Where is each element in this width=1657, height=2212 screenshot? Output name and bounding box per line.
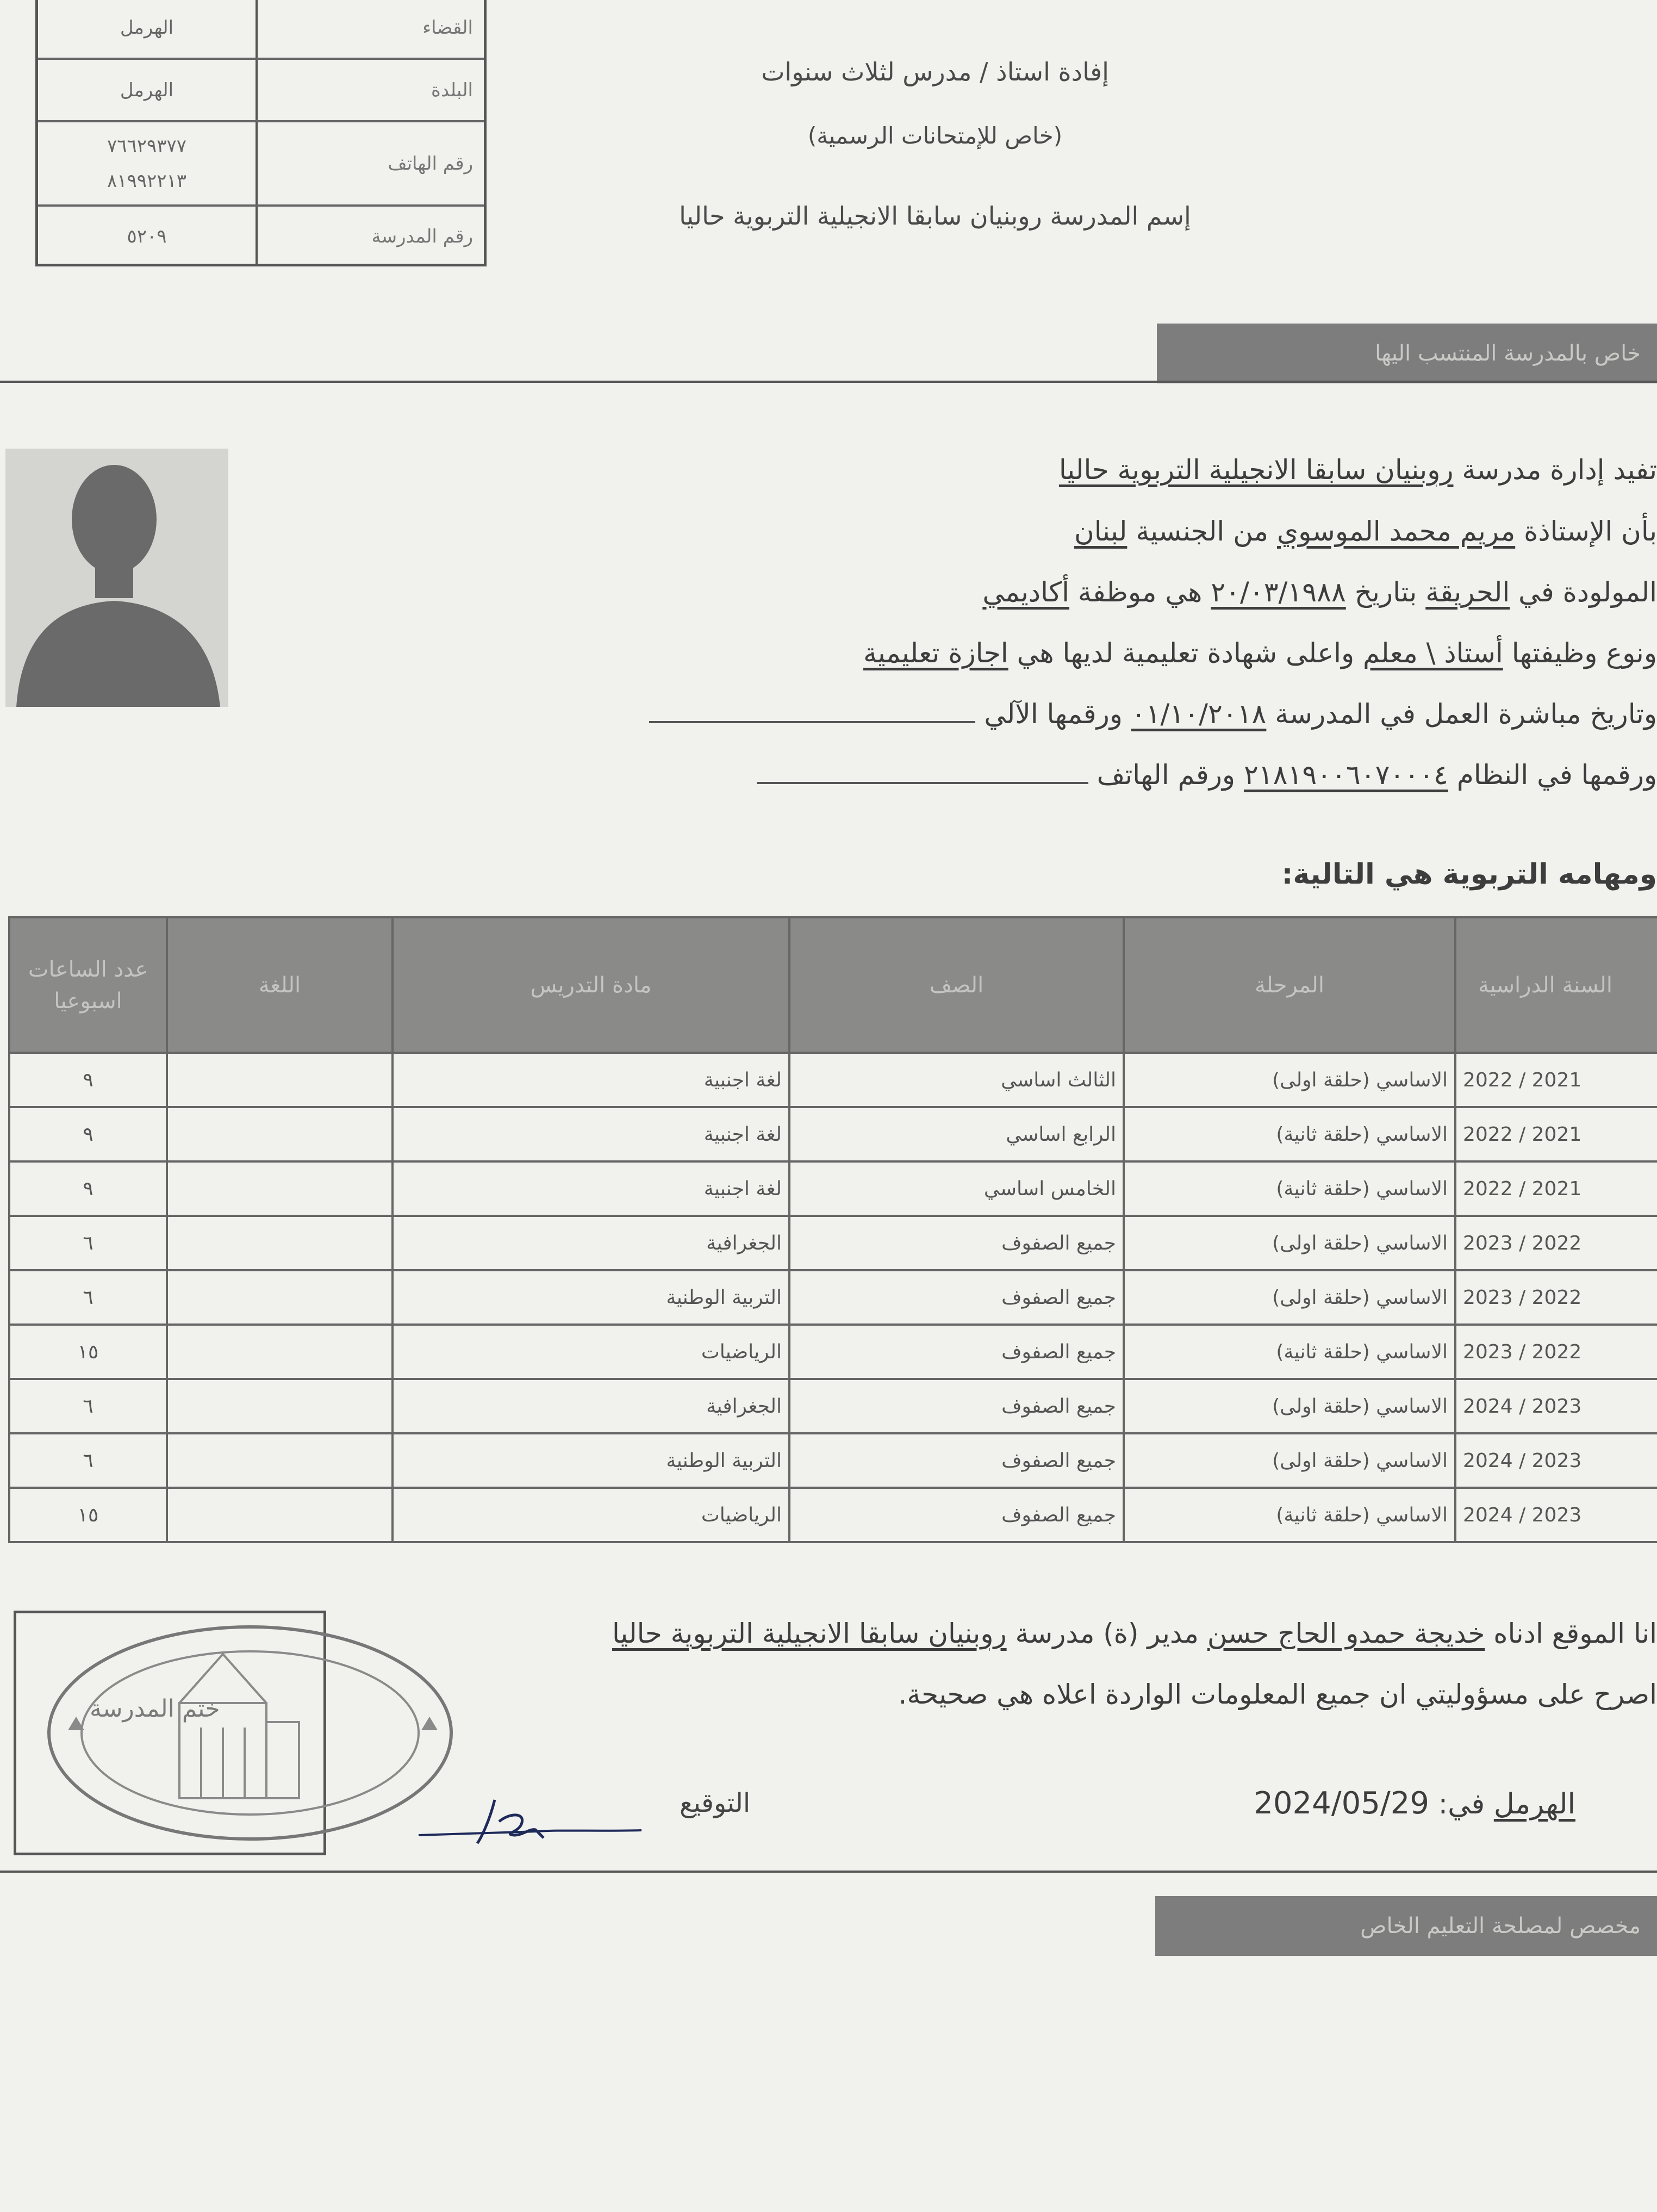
table-header-row	[9, 917, 1657, 1053]
section-divider	[0, 381, 1657, 383]
header-school-name: روبنيان سابقا الانجيلية التربوية حاليا	[679, 201, 1042, 231]
sign-place: الهرمل	[1493, 1788, 1575, 1820]
phone-blank	[757, 782, 1088, 784]
table-row: ١٥ الرياضيات جميع الصفوف الاساسي (حلقة ثانية) 2023 / 2024	[9, 1488, 1657, 1542]
decl-line-job: ونوع وظيفتها أستاذ \ معلم واعلى شهادة تعليمية لديها هي اجازة تعليمية	[863, 637, 1657, 669]
teacher-photo	[5, 449, 228, 707]
employee-type: أكاديمي	[982, 576, 1070, 608]
place-date: الهرمل في: 2024/05/29	[1254, 1786, 1575, 1821]
table-row: ٩ لغة اجنبية الرابع اساسي الاساسي (حلقة ثانية) 2021 / 2022	[9, 1107, 1657, 1161]
stamp-building-icon	[179, 1654, 299, 1798]
section-bar-school: خاص بالمدرسة المنتسب اليها	[1157, 324, 1657, 383]
sign-date: 2024/05/29	[1254, 1786, 1430, 1821]
doc-title: إفادة استاذ / مدرس لثلاث سنوات	[761, 57, 1109, 86]
signature	[413, 1762, 647, 1860]
signature-label: التوقيع	[680, 1788, 751, 1818]
district-value: الهرمل	[120, 16, 174, 39]
table-row: ٩ لغة اجنبية الثالث اساسي الاساسي (حلقة اولى) 2021 / 2022	[9, 1053, 1657, 1107]
col-header-class: الصف	[789, 917, 1124, 1053]
start-date: ٠١/١٠/٢٠١٨	[1131, 698, 1267, 730]
signoff-line-declaration: اصرح على مسؤوليتي ان جميع المعلومات الواردة اعلاه هي صحيحة.	[898, 1679, 1657, 1710]
phone-label: رقم الهاتف	[388, 152, 473, 175]
person-silhouette-icon	[5, 449, 228, 707]
principal-name: خديجة حمدو الحاج حسن	[1207, 1618, 1485, 1649]
district-label: القضاء	[422, 16, 473, 39]
col-header-subject: مادة التدريس	[393, 917, 789, 1053]
decl-line-teacher: بأن الإستاذة مريم محمد الموسوي من الجنسية لبنان	[1074, 515, 1657, 547]
town-label: البلدة	[431, 79, 473, 101]
doc-subtitle: (خاص للإمتحانات الرسمية)	[807, 122, 1063, 149]
col-header-stage: المرحلة	[1124, 917, 1455, 1053]
info-row-phone	[38, 122, 484, 207]
col-header-hours: عدد الساعات اسبوعيا	[9, 917, 167, 1053]
table-row: ١٥ الرياضيات جميع الصفوف الاساسي (حلقة ثانية) 2022 / 2023	[9, 1325, 1657, 1379]
school-number-label: رقم المدرسة	[371, 226, 473, 247]
info-row-district	[38, 0, 484, 60]
decl-line-system: ورقمها في النظام ٢١٨١٩٠٠٦٠٧٠٠٠٤ ورقم الهاتف	[757, 759, 1657, 791]
decl-line-school: تفيد إدارة مدرسة روبنيان سابقا الانجيلية التربوية حاليا	[1058, 454, 1657, 486]
birth-date: ٢٠/٠٣/١٩٨٨	[1211, 576, 1346, 608]
bottom-divider	[0, 1871, 1657, 1873]
signoff-school-name: روبنيان سابقا الانجيلية التربوية حاليا	[612, 1618, 1007, 1649]
duties-table	[8, 916, 1657, 1543]
school-line-prefix: إسم المدرسة	[1050, 201, 1191, 231]
school-stamp-box	[14, 1611, 326, 1855]
teacher-name: مريم محمد الموسوي	[1276, 515, 1516, 547]
table-row: ٦ التربية الوطنية جميع الصفوف الاساسي (حلقة اولى) 2023 / 2024	[9, 1433, 1657, 1488]
section-bar-private-education: مخصص لمصلحة التعليم الخاص	[1155, 1896, 1657, 1956]
phone-value-1: ٧٦٦٢٩٣٧٧	[107, 135, 187, 157]
table-row: ٦ التربية الوطنية جميع الصفوف الاساسي (حلقة اولى) 2022 / 2023	[9, 1270, 1657, 1325]
decl-line-birth: المولودة في الحريقة بتاريخ ٢٠/٠٣/١٩٨٨ هي موظفة أكاديمي	[982, 576, 1657, 608]
decl-school-name: روبنيان سابقا الانجيلية التربوية حاليا	[1058, 454, 1454, 486]
system-number: ٢١٨١٩٠٠٦٠٧٠٠٠٤	[1243, 759, 1448, 791]
decl-line-start: وتاريخ مباشرة العمل في المدرسة ٠١/١٠/٢٠١٨ ورقمها الآلي	[649, 698, 1657, 730]
nationality: لبنان	[1074, 515, 1127, 547]
col-header-language: اللغة	[167, 917, 393, 1053]
table-row: ٦ الجغرافية جميع الصفوف الاساسي (حلقة اولى) 2022 / 2023	[9, 1216, 1657, 1270]
job-type: أستاذ \ معلم	[1363, 637, 1503, 669]
phone-values	[38, 129, 256, 198]
stamp-text: ختم المدرسة	[90, 1695, 220, 1723]
info-row-school-number	[38, 207, 484, 266]
col-header-year: السنة الدراسية	[1455, 917, 1657, 1053]
table-row: ٩ لغة اجنبية الخامس اساسي الاساسي (حلقة ثانية) 2021 / 2022	[9, 1161, 1657, 1216]
birth-place: الحريقة	[1425, 576, 1510, 608]
school-number-value: ٥٢٠٩	[127, 226, 167, 247]
town-value: الهرمل	[120, 79, 174, 101]
signoff-line-principal: انا الموقع ادناه خديجة حمدو الحاج حسن مدير (ة) مدرسة روبنيان سابقا الانجيلية التربوية حاليا	[612, 1618, 1657, 1649]
phone-value-2: ٨١٩٩٢٢١٣	[107, 170, 187, 192]
auto-number-blank	[649, 721, 975, 723]
school-name-line	[544, 201, 1326, 231]
duties-heading: ومهامه التربوية هي التالية:	[1281, 858, 1657, 891]
table-row: ٦ الجغرافية جميع الصفوف الاساسي (حلقة اولى) 2023 / 2024	[9, 1379, 1657, 1433]
school-info-box	[35, 0, 487, 266]
info-row-town	[38, 60, 484, 122]
degree: اجازة تعليمية	[863, 637, 1008, 669]
